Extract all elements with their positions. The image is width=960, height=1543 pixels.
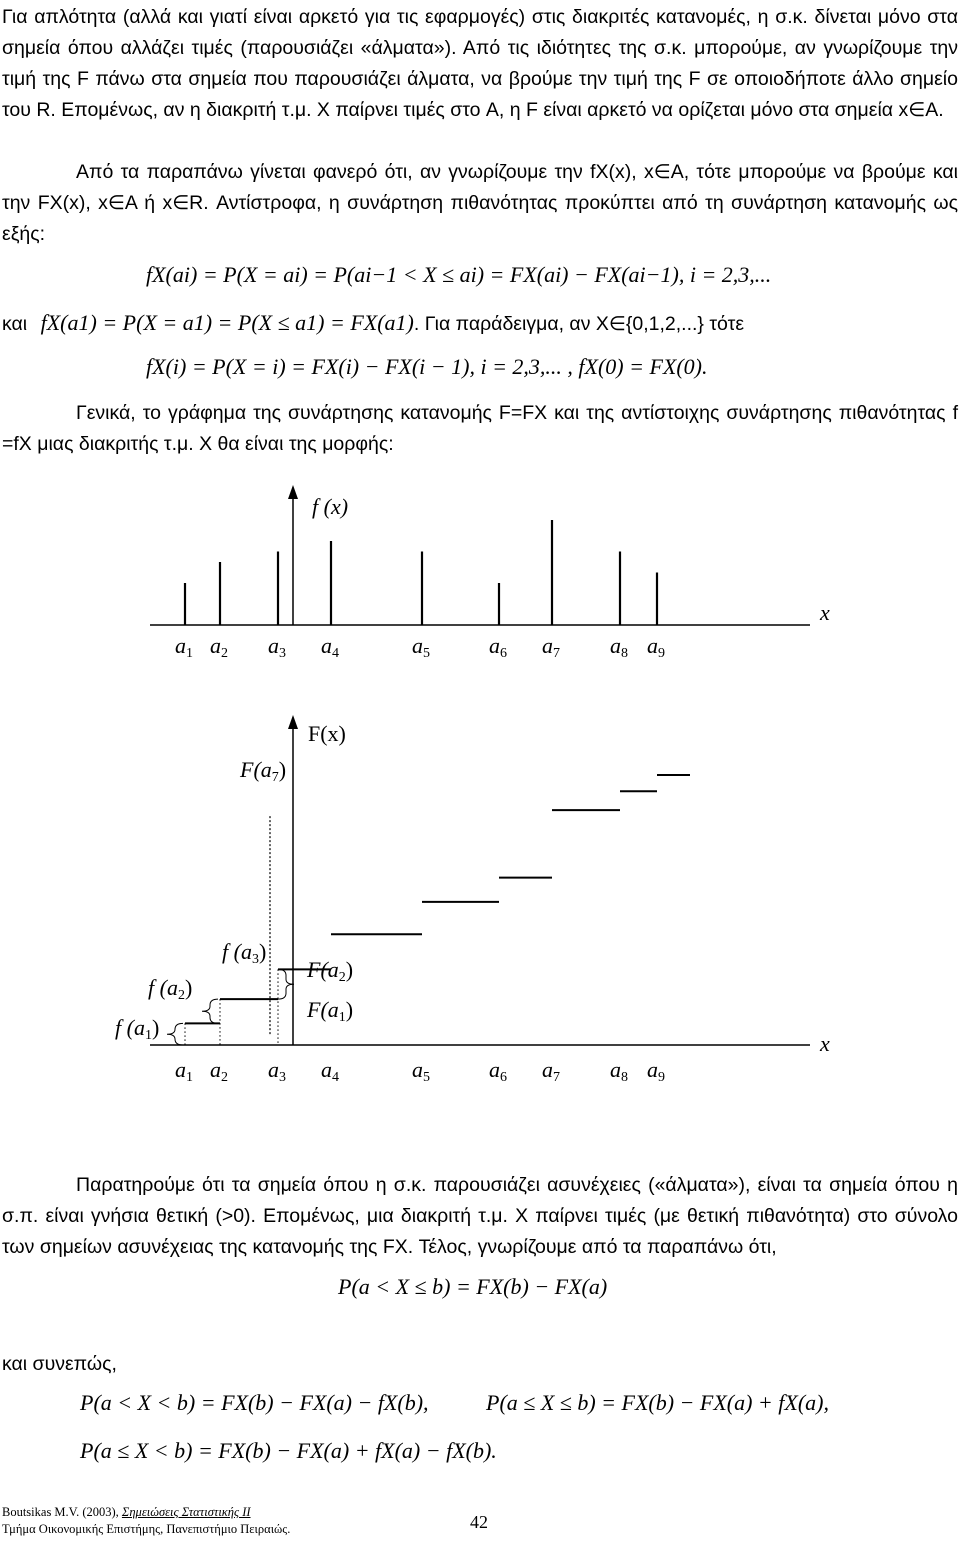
paragraph-4 — [2, 1170, 958, 1263]
x-tick-label: a8 — [610, 1057, 628, 1085]
x-tick-label: a3 — [268, 633, 286, 661]
paragraph-text: Γενικά, το γράφημα της συνάρτησης κατανομής F=FX και της αντίστοιχης συνάρτησης πιθανότητας f =fX μιας διακριτής τ.μ. X θα είναι της μορφής: — [2, 402, 958, 455]
formula-pmf-integer: fX(i) = P(X = i) = FX(i) − FX(i − 1), i = 2,3,... , fX(0) = FX(0). — [146, 354, 708, 379]
formula-tail: . Για παράδειγμα, αν X∈{0,1,2,...} τότε — [413, 313, 745, 335]
paragraph-text: Για απλότητα (αλλά και γιατί είναι αρκετό για τις εφαρμογές) στις διακριτές κατανομές, η σ.κ. δίνεται μόνο στα σημεία όπου αλλάζει τιμές (παρουσιάζει «άλματα»). Από τις ιδιότητες της σ.κ. μπορούμε, αν γνωρίζουμε την τιμή της F πάνω στα σημεία που παρουσιάζει άλματα, να βρούμε την τιμή της F σε οποιοδήποτε άλλο σημείο του R. Επομένως, αν η διακριτή τ.μ. X παίρνει τιμές στο A, η F είναι αρκετό να ορίζεται μόνο στα σημεία x∈A. — [2, 6, 958, 121]
x-tick-label: a7 — [542, 633, 560, 661]
consequently-label — [2, 1348, 117, 1379]
cdf-chart — [0, 705, 960, 1125]
brace-f-a1 — [167, 1023, 183, 1045]
footer-department: Τμήμα Οικονομικής Επιστήμης, Πανεπιστήμιο Πειραιώς. — [2, 1522, 291, 1536]
pmf-chart — [0, 470, 960, 700]
footer-author: Boutsikas M.V. (2003), — [2, 1505, 122, 1519]
x-tick-label: a6 — [489, 633, 507, 661]
footer-citation — [2, 1504, 290, 1538]
x-tick-label: a2 — [210, 633, 228, 661]
paragraph-text: Από τα παραπάνω γίνεται φανερό ότι, αν γνωρίζουμε την fX(x), x∈A, τότε μπορούμε να βρούμε και την FX(x), x∈A ή x∈R. Αντίστροφα, η συνάρτηση πιθανότητας προκύπτει από τη συνάρτηση κατανομής ως εξής: — [2, 161, 958, 245]
x-tick-label: a1 — [175, 633, 193, 661]
formula-interval-prob: P(a < X ≤ b) = FX(b) − FX(a) — [338, 1274, 608, 1299]
x-tick-label: a4 — [321, 633, 339, 661]
paragraph-2 — [2, 157, 958, 250]
annotation-f-a3: f (a3) — [222, 939, 267, 967]
brace-f-a2 — [202, 999, 218, 1023]
footer-title: Σημειώσεις Στατιστικής ΙΙ — [121, 1505, 251, 1519]
y-axis-arrow — [288, 485, 298, 499]
paragraph-text: Παρατηρούμε ότι τα σημεία όπου η σ.κ. παρουσιάζει ασυνέχειες («άλματα»), είναι τα σημεία όπου η σ.π. είναι γνήσια θετική (>0). Επομένως, μια διακριτή τ.μ. X παίρνει τιμές (με θετική πιθανότητα) στο σύνολο των σημείων ασυνέχειας της κατανομής της FX. Τέλος, γνωρίζουμε από τα παραπάνω ότι, — [2, 1174, 958, 1258]
y-axis-label: f (x) — [312, 494, 349, 519]
paragraph-1 — [2, 2, 958, 126]
x-tick-label: a9 — [647, 633, 665, 661]
formula-half-open-interval: P(a ≤ X < b) = FX(b) − FX(a) + fX(a) − fX(b). — [80, 1438, 497, 1463]
y-axis-label: F(x) — [308, 721, 346, 746]
x-tick-label: a4 — [321, 1057, 339, 1085]
x-tick-label: a1 — [175, 1057, 193, 1085]
x-axis-label: x — [820, 1031, 830, 1056]
annotation-F-a2: F(a2) — [307, 957, 354, 985]
paragraph-3 — [2, 398, 958, 460]
annotation-f-a2: f (a2) — [148, 975, 193, 1003]
x-axis-label: x — [820, 600, 830, 625]
consequently-text: και συνεπώς, — [2, 1353, 117, 1375]
and-label: και — [2, 313, 28, 335]
x-tick-label: a5 — [412, 1057, 430, 1085]
page-number: 42 — [470, 1512, 488, 1532]
y-axis-arrow — [288, 715, 298, 729]
formula-pmf-general: fX(ai) = P(X = ai) = P(ai−1 < X ≤ ai) = FX(ai) − FX(ai−1), i = 2,3,... — [146, 262, 772, 287]
x-tick-label: a9 — [647, 1057, 665, 1085]
annotation-F-a1: F(a1) — [307, 997, 354, 1025]
formula-open-interval: P(a < X < b) = FX(b) − FX(a) − fX(b), — [80, 1390, 429, 1415]
annotation-F-a7: F(a7) — [240, 757, 287, 785]
x-tick-label: a5 — [412, 633, 430, 661]
formula-closed-interval: P(a ≤ X ≤ b) = FX(b) − FX(a) + fX(a), — [486, 1390, 829, 1415]
formula-text: fX(a1) = P(X = a1) = P(X ≤ a1) = FX(a1) — [40, 310, 414, 335]
x-tick-label: a3 — [268, 1057, 286, 1085]
formula-pmf-first — [2, 308, 744, 339]
x-tick-label: a8 — [610, 633, 628, 661]
annotation-f-a1: f (a1) — [115, 1015, 160, 1043]
x-tick-label: a7 — [542, 1057, 560, 1085]
x-tick-label: a2 — [210, 1057, 228, 1085]
brace-f-a3 — [278, 969, 294, 999]
x-tick-label: a6 — [489, 1057, 507, 1085]
